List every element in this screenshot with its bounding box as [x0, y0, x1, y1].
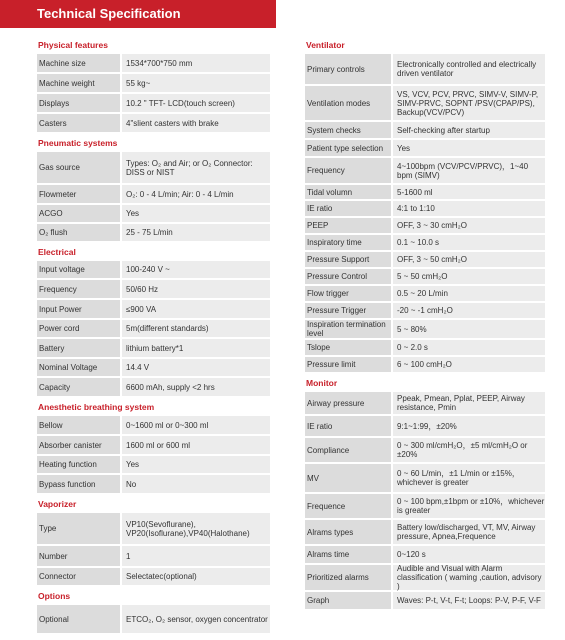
- spec-row: [37, 224, 270, 243]
- spec-value: Electronically controlled and electrically driven ventilator: [391, 54, 545, 84]
- spec-label: IE ratio: [305, 416, 391, 436]
- spec-row: [37, 74, 270, 94]
- spec-row: [37, 205, 270, 224]
- spec-row: [305, 340, 545, 357]
- spec-row: [305, 464, 545, 494]
- spec-row: [305, 520, 545, 546]
- spec-label: Input Power: [37, 300, 120, 318]
- spec-row: [305, 185, 545, 201]
- spec-row: [305, 494, 545, 520]
- spec-label: Compliance: [305, 438, 391, 462]
- spec-value: 14.4 V: [120, 359, 270, 376]
- spec-label: O₂ flush: [37, 224, 120, 241]
- spec-label: Capacity: [37, 378, 120, 396]
- spec-value: 4"slient casters with brake: [120, 114, 270, 132]
- spec-row: [37, 261, 270, 280]
- spec-value: 0 ~ 100 bpm,±1bpm or ±10%，whichever is greater: [391, 494, 545, 518]
- spec-label: Flowmeter: [37, 185, 120, 203]
- spec-row: [305, 269, 545, 286]
- spec-label: Frequency: [37, 280, 120, 298]
- section-header-vaporizer: Vaporizer: [37, 495, 270, 513]
- spec-row: [305, 201, 545, 218]
- spec-label: Battery: [37, 339, 120, 357]
- spec-value: 4:1 to 1:10: [391, 201, 545, 216]
- spec-label: Gas source: [37, 152, 120, 183]
- spec-row: [37, 436, 270, 456]
- spec-value: 5 ~ 80%: [391, 320, 545, 338]
- spec-label: Tidal volumn: [305, 185, 391, 199]
- spec-value: 0.5 ~ 20 L/min: [391, 286, 545, 301]
- spec-value: Selectatec(optional): [120, 568, 270, 585]
- spec-value: 6600 mAh, supply <2 hrs: [120, 378, 270, 396]
- spec-value: 10.2 " TFT- LCD(touch screen): [120, 94, 270, 112]
- spec-row: [305, 303, 545, 320]
- spec-row: [305, 357, 545, 374]
- section-header-options: Options: [37, 587, 270, 605]
- spec-value: 55 kg~: [120, 74, 270, 92]
- spec-value: Yes: [120, 205, 270, 222]
- section-header-pneumatic-systems: Pneumatic systems: [37, 134, 270, 152]
- spec-value: Waves: P-t, V-t, F-t; Loops: P-V, P-F, V-F: [391, 592, 545, 609]
- spec-value: OFF, 3 ~ 50 cmH₂O: [391, 252, 545, 267]
- spec-row: [305, 438, 545, 464]
- spec-value: 1600 ml or 600 ml: [120, 436, 270, 454]
- spec-label: Inspiratory time: [305, 235, 391, 250]
- spec-label: Pressure Control: [305, 269, 391, 284]
- spec-row: [37, 94, 270, 114]
- spec-label: Heating function: [37, 456, 120, 473]
- spec-label: MV: [305, 464, 391, 492]
- spec-row: [37, 456, 270, 475]
- spec-label: Alrams time: [305, 546, 391, 563]
- left-spec-column: [37, 36, 270, 635]
- spec-label: Flow trigger: [305, 286, 391, 301]
- spec-label: Connector: [37, 568, 120, 585]
- spec-value: 0.1 ~ 10.0 s: [391, 235, 545, 250]
- spec-row: [305, 218, 545, 235]
- spec-value: ≤900 VA: [120, 300, 270, 318]
- section-header-electrical: Electrical: [37, 243, 270, 261]
- spec-value: 0 ~ 2.0 s: [391, 340, 545, 355]
- spec-row: [37, 300, 270, 320]
- spec-value: O₂: 0 - 4 L/min; Air: 0 - 4 L/min: [120, 185, 270, 203]
- spec-row: [305, 416, 545, 438]
- spec-label: Ventilation modes: [305, 86, 391, 120]
- right-spec-column: [305, 36, 545, 611]
- spec-row: [37, 152, 270, 185]
- spec-row: [305, 86, 545, 122]
- spec-value: 0 ~ 60 L/min，±1 L/min or ±15%，whichever is greater: [391, 464, 545, 492]
- spec-row: [37, 513, 270, 546]
- spec-label: System checks: [305, 122, 391, 138]
- spec-label: Pressure Trigger: [305, 303, 391, 318]
- spec-value: Audible and Visual with Alarm classification ( waming ,caution, advisory ): [391, 565, 545, 590]
- spec-row: [37, 359, 270, 378]
- spec-label: Nominal Voltage: [37, 359, 120, 376]
- spec-value: Types: O₂ and Air; or O₂ Connector: DISS or NIST: [120, 152, 270, 183]
- spec-value: 5m(different standards): [120, 320, 270, 337]
- spec-row: [305, 320, 545, 340]
- spec-value: VS, VCV, PCV, PRVC, SIMV-V, SIMV-P, SIMV-PRVC, SOPNT /PSV(CPAP/PS), Backup(VCV/PCV): [391, 86, 545, 120]
- spec-label: Patient type selection: [305, 140, 391, 156]
- spec-value: Battery low/discharged, VT, MV, Airway pressure, Apnea,Frequence: [391, 520, 545, 544]
- section-header-monitor: Monitor: [305, 374, 545, 392]
- spec-row: [37, 54, 270, 74]
- spec-value: OFF, 3 ~ 30 cmH₂O: [391, 218, 545, 233]
- spec-value: 9:1~1:99，±20%: [391, 416, 545, 436]
- spec-label: ACGO: [37, 205, 120, 222]
- spec-row: [305, 122, 545, 140]
- spec-row: [305, 158, 545, 185]
- spec-value: 0~1600 ml or 0~300 ml: [120, 416, 270, 434]
- page-title-banner: [0, 0, 276, 28]
- spec-label: Type: [37, 513, 120, 544]
- spec-value: Yes: [391, 140, 545, 156]
- spec-value: ETCO₂, O₂ sensor, oxygen concentrator: [120, 605, 270, 633]
- spec-label: IE ratio: [305, 201, 391, 216]
- spec-label: Alrams types: [305, 520, 391, 544]
- spec-value: 25 - 75 L/min: [120, 224, 270, 241]
- spec-label: Airway pressure: [305, 392, 391, 414]
- spec-row: [305, 392, 545, 416]
- spec-label: Pressure limit: [305, 357, 391, 372]
- spec-value: 0~120 s: [391, 546, 545, 563]
- spec-row: [37, 185, 270, 205]
- spec-label: Primary controls: [305, 54, 391, 84]
- spec-label: Machine weight: [37, 74, 120, 92]
- spec-value: Yes: [120, 456, 270, 473]
- spec-label: Tslope: [305, 340, 391, 355]
- section-header-ventilator: Ventilator: [305, 36, 545, 54]
- spec-label: Frequency: [305, 158, 391, 183]
- spec-row: [37, 605, 270, 635]
- spec-row: [305, 592, 545, 611]
- spec-label: Bellow: [37, 416, 120, 434]
- spec-label: Inspiration termination level: [305, 320, 391, 338]
- spec-label: Machine size: [37, 54, 120, 72]
- spec-label: Power cord: [37, 320, 120, 337]
- spec-row: [37, 475, 270, 495]
- spec-value: 5-1600 ml: [391, 185, 545, 199]
- spec-label: Frequence: [305, 494, 391, 518]
- spec-row: [37, 378, 270, 398]
- spec-value: lithium battery*1: [120, 339, 270, 357]
- spec-row: [305, 546, 545, 565]
- spec-value: 4~100bpm (VCV/PCV/PRVC)，1~40 bpm (SIMV): [391, 158, 545, 183]
- spec-value: No: [120, 475, 270, 493]
- spec-label: Number: [37, 546, 120, 566]
- spec-row: [37, 114, 270, 134]
- spec-value: 1: [120, 546, 270, 566]
- spec-label: Pressure Support: [305, 252, 391, 267]
- page-title: Technical Specification: [37, 6, 181, 21]
- spec-row: [305, 252, 545, 269]
- spec-value: 100-240 V ~: [120, 261, 270, 278]
- spec-value: 6 ~ 100 cmH₂O: [391, 357, 545, 372]
- spec-row: [305, 565, 545, 592]
- spec-row: [37, 546, 270, 568]
- spec-row: [305, 54, 545, 86]
- spec-label: Prioritized alarms: [305, 565, 391, 590]
- spec-row: [37, 280, 270, 300]
- spec-row: [37, 416, 270, 436]
- spec-row: [305, 235, 545, 252]
- spec-value: Ppeak, Pmean, Pplat, PEEP, Airway resistance, Pmin: [391, 392, 545, 414]
- spec-label: Absorber canister: [37, 436, 120, 454]
- spec-value: Self-checking after startup: [391, 122, 545, 138]
- spec-label: Optional: [37, 605, 120, 633]
- section-header-physical-features: Physical features: [37, 36, 270, 54]
- spec-row: [305, 286, 545, 303]
- section-header-anesthetic-breathing-system: Anesthetic breathing system: [37, 398, 270, 416]
- spec-row: [305, 140, 545, 158]
- spec-row: [37, 568, 270, 587]
- spec-value: 5 ~ 50 cmH₂O: [391, 269, 545, 284]
- spec-value: 50/60 Hz: [120, 280, 270, 298]
- spec-value: 0 ~ 300 ml/cmH₂O，±5 ml/cmH₂O or ±20%: [391, 438, 545, 462]
- spec-row: [37, 339, 270, 359]
- spec-label: Graph: [305, 592, 391, 609]
- spec-label: Displays: [37, 94, 120, 112]
- spec-label: Bypass function: [37, 475, 120, 493]
- spec-row: [37, 320, 270, 339]
- spec-label: Input voltage: [37, 261, 120, 278]
- spec-value: 1534*700*750 mm: [120, 54, 270, 72]
- spec-value: -20 ~ -1 cmH₂O: [391, 303, 545, 318]
- spec-value: VP10(Sevoflurane), VP20(Isoflurane),VP40(Halothane): [120, 513, 270, 544]
- spec-label: PEEP: [305, 218, 391, 233]
- spec-label: Casters: [37, 114, 120, 132]
